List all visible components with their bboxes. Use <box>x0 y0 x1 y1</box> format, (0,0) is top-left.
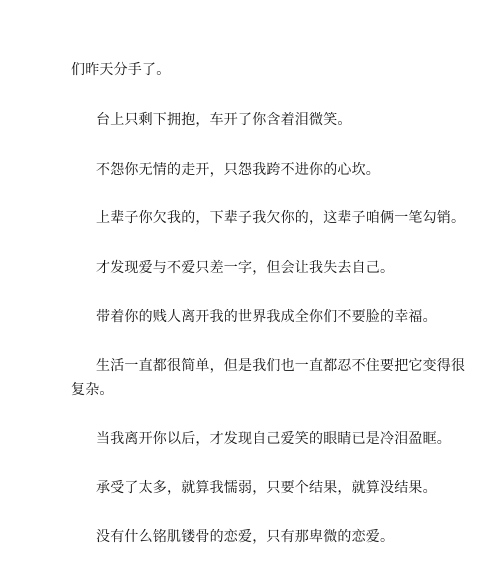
text-line-paragraph: 没有什么铭肌镂骨的恋爱，只有那卑微的恋爱。 <box>96 529 395 545</box>
text-line-paragraph: 当我离开你以后，才发现自己爱笑的眼睛已是冷泪盈眶。 <box>96 431 451 447</box>
text-line-paragraph: 生活一直都很简单，但是我们也一直都忍不住要把它变得很 <box>96 358 466 374</box>
text-line-paragraph: 才发现爱与不爱只差一字，但会让我失去自己。 <box>96 260 395 276</box>
text-line-paragraph: 台上只剩下拥抱，车开了你含着泪微笑。 <box>96 112 352 128</box>
text-line-paragraph: 带着你的贱人离开我的世界我成全你们不要脸的幸福。 <box>96 309 437 325</box>
text-line-paragraph: 不怨你无情的走开，只怨我跨不进你的心坎。 <box>96 162 380 178</box>
text-line-paragraph: 承受了太多，就算我懦弱，只要个结果，就算没结果。 <box>96 480 437 496</box>
text-line-continuation: 们昨天分手了。 <box>71 62 171 78</box>
text-line-continuation: 复杂。 <box>71 382 114 398</box>
text-line-paragraph: 上辈子你欠我的，下辈子我欠你的，这辈子咱俩一笔勾销。 <box>96 210 466 226</box>
